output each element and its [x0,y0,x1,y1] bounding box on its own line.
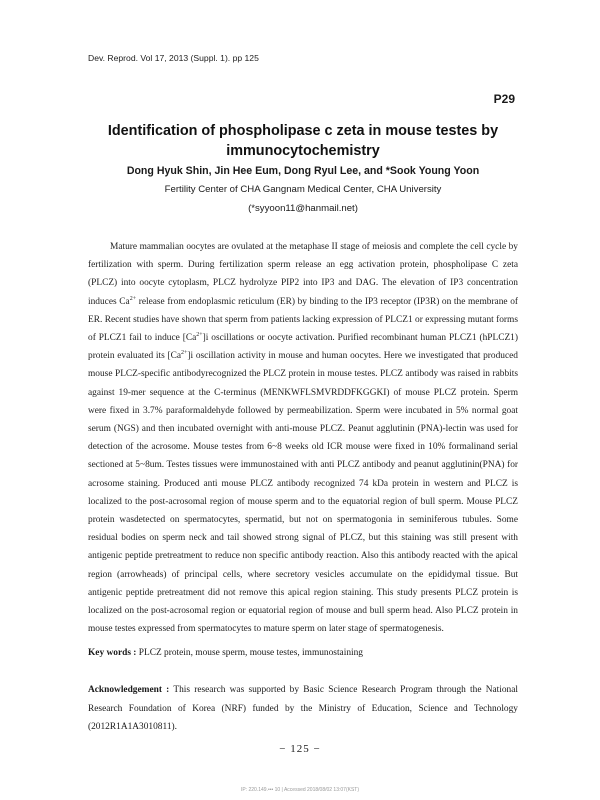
keywords [88,644,518,662]
abstract-text-4: ]i oscillation activity in mouse and human oocytes. Here we investigated that produced mouse PLCZ-specific antibodyrecognized the PLCZ protein in mouse testes. PLCZ antibody was raised in rabbits against 19-mer sequence at the C-terminus (MENKWFLSMVRDDFKGGKI) of mouse PLCZ protein. Sperm were fixed in 3.7% paraformaldehyde followed by permeabilization. Sperm were incubated in 5% normal goat serum (NGS) and then incubated overnight with anti-mouse PLCZ. Peanut agglutinin (PNA)-lectin was used for detection of the acrosome. Mouse testes from 6~8 weeks old ICR mouse were fixed in 10% formalinand serial sectioned at 5~8um. Testes tissues were immunostained with anti PLCZ antibody and peanut agglutinin(PNA) for acrosome staining. Produced anti mouse PLCZ antibody recognized 74 kDa protein in western and PLCZ is localized to the post-acrosomal region of mouse sperm and to the equatorial region of bull sperm. Mouse PLCZ protein wasdetected on spermatocytes, spermatid, but not on spermatogonia in seminiferous tubules. Some residual bodies on sperm neck and tail showed strong signal of PLCZ, but this staining was still present with antigenic peptide pretreatment to reduce non specific antibody reaction. Also this antibody reacted with the apical region (arrowheads) of principal cells, where secretory vesicles accumulate on the epididymal tissue. But antigenic peptide pretreatment did not remove this apical region staining. This study presents PLCZ protein is localized on the post-acrosomal region or equatorial region of mouse and bull sperm head. Also PLCZ protein in mouse testes expressed from spermatocytes to mature sperm on later stage of spermatogenesis. [88,351,518,635]
superscript: 2+ [129,295,137,302]
abstract-text-1: Mature mammalian oocytes are ovulated at the metaphase II stage of meiosis and complete the cell cycle by fertilization with sperm. During fertilization sperm release an egg activation protein, phospholipase C zeta (PLCZ) into oocyte cytoplasm, PLCZ hydrolyze PIP2 into IP3 and DAG. The elevation of IP3 concentration induces Ca [88,242,518,307]
access-note: IP: 220.149.••• 10 | Accessed 2018/08/02 13:07(KST) [240,787,359,793]
page-number: − 125 − [279,743,321,755]
contact-email: (*syyoon11@hanmail.net) [248,203,358,214]
abstract-code: P29 [493,92,515,106]
abstract-text-3: ]i oscillations or oocyte activation. Purified recombinant human PLCZ1 (hPLCZ1) protein evaluated its [Ca [88,333,518,362]
acknowledgement-text: This research was supported by Basic Science Research Program through the National Research Foundation of Korea (NRF) funded by the Ministry of Education, Science and Technology (2012R1A1A3010811). [88,685,519,732]
superscript: 2+ [181,350,188,357]
affiliation: Fertility Center of CHA Gangnam Medical Center, CHA University [164,184,442,195]
author-list: Dong Hyuk Shin, Jin Hee Eum, Dong Ryul Lee, and *Sook Young Yoon [126,165,480,177]
superscript: 2+ [196,331,203,338]
keywords-label: Key words : [88,648,137,658]
acknowledgement-label: Acknowledgement : [88,685,170,695]
acknowledgement [88,681,518,737]
article-title: Identification of phospholipase c zeta in mouse testes by immunocytochemistry [107,123,499,159]
abstract-text-2: release from endoplasmic reticulum (ER) by binding to the IP3 receptor (IP3R) on the membrane of ER. Recent studies have shown that sperm from patients lacking expression of PLCZ1 or expressing mutant forms of PLCZ1 fail to induce [Ca [88,296,518,344]
abstract-body [88,238,518,638]
journal-reference: Dev. Reprod. Vol 17, 2013 (Suppl. 1). pp 125 [88,53,259,63]
keywords-text: PLCZ protein, mouse sperm, mouse testes, immunostaining [136,648,363,658]
